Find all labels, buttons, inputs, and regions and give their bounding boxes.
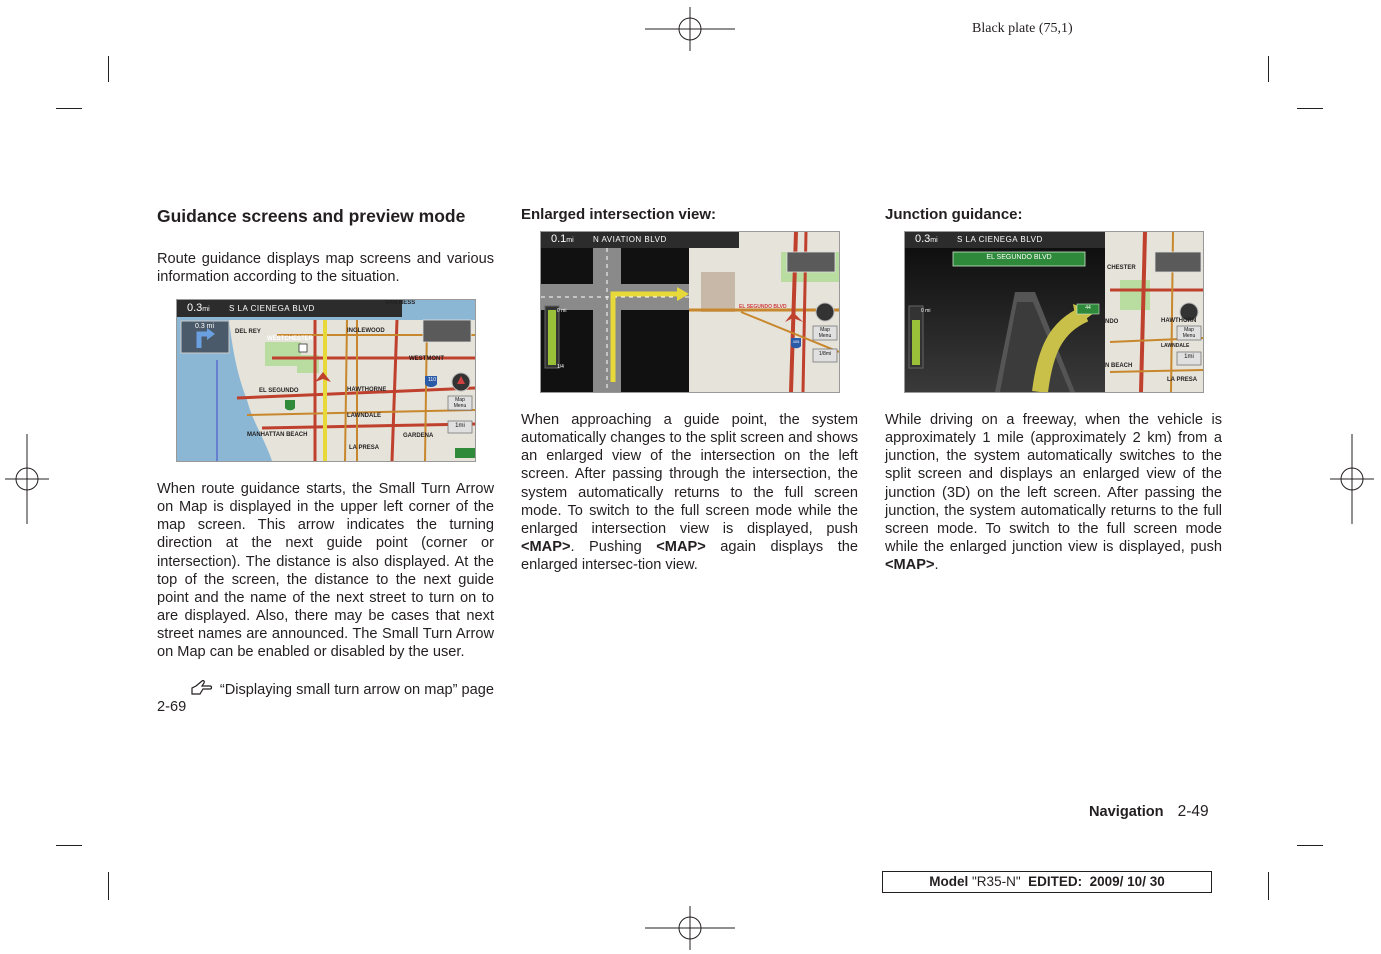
- body-paragraph: When approaching a guide point, the system automatically changes to the split screen and shows an enlarged view of the intersection on the left screen. After passing through the intersection, the system automatically returns to the full screen mode. To switch to the full screen mode while the enlarged intersection view is displayed, push <MAP>. Pushing <MAP> again displays the enlarged intersec-tion view.: [521, 412, 858, 574]
- street-name: S LA CIENEGA BLVD: [229, 304, 315, 313]
- section-heading: Junction guidance:: [885, 206, 1023, 223]
- section-heading: Guidance screens and preview mode: [157, 206, 466, 226]
- place-label: WESTMONT: [409, 356, 444, 362]
- page-number: 2-49: [1177, 803, 1209, 820]
- registration-mark-left: [5, 434, 49, 524]
- distance-bar-bottom: 1/4: [557, 364, 564, 370]
- place-label: MANHATTAN BEACH: [247, 432, 308, 438]
- registration-mark-right: [1330, 434, 1374, 524]
- scale-button[interactable]: 1/8mi: [818, 351, 832, 357]
- street-name: S LA CIENEGA BLVD: [957, 235, 1043, 244]
- place-label: CHESTER: [1107, 265, 1136, 271]
- body-paragraph: When route guidance starts, the Small Turn Arrow on Map is displayed in the upper left corner of the map screen. This arrow indicates the turning direction at the next guide point (corner or intersection). The distance is also displayed. At the top of the screen, the distance to the next guide point and the name of the next street to turn on to are displayed. Also, there may be cases that next street names are announced. The Small Turn Arrow on Map can be enabled or disabled by the user.: [157, 481, 494, 661]
- freeway-shield: 405: [792, 339, 800, 344]
- distance-bar-top: 0 mi: [557, 308, 567, 314]
- place-label: LAWNDALE: [1161, 343, 1190, 349]
- distance-value: 0.3mi: [187, 302, 210, 314]
- distance-value: 0.1mi: [551, 233, 574, 245]
- street-name: N AVIATION BLVD: [593, 235, 667, 244]
- place-label: EL SEGUNDO BLVD: [739, 304, 787, 310]
- exit-number: 44: [1085, 305, 1091, 311]
- distance-value: 0.3mi: [915, 233, 938, 245]
- scale-button[interactable]: 1mi: [1184, 354, 1194, 360]
- map-screen-intersection: [540, 231, 840, 393]
- reference-line: “Displaying small turn arrow on map” page: [157, 680, 494, 699]
- place-label: VAN NESS: [385, 300, 416, 306]
- place-label: N BEACH: [1105, 363, 1133, 369]
- map-menu-button[interactable]: Map Menu: [818, 327, 832, 339]
- map-key-label: <MAP>: [521, 539, 571, 556]
- registration-mark-bottom: [645, 906, 735, 950]
- intersection-illustration: [541, 232, 839, 392]
- map-screen-junction: [904, 231, 1204, 393]
- registration-mark-top: [645, 7, 735, 51]
- map-key-label: <MAP>: [656, 539, 706, 556]
- page-footer: [1089, 803, 1209, 821]
- map-menu-button[interactable]: Map Menu: [453, 397, 467, 409]
- map-menu-button[interactable]: Map Menu: [1182, 327, 1196, 339]
- plate-label: Black plate (75,1): [972, 21, 1073, 36]
- place-label: LA PRESA: [349, 445, 380, 451]
- reference-page-icon: [190, 680, 214, 696]
- place-label: DEL REY: [235, 329, 261, 335]
- place-label: HAWTHORN: [1161, 318, 1197, 324]
- junction-sign: EL SEGUNDO BLVD: [986, 254, 1052, 261]
- place-label: NDO: [1105, 319, 1119, 325]
- arrow-distance: 0.3 mi: [195, 323, 215, 330]
- place-label: LAWNDALE: [347, 413, 381, 419]
- place-label: EL SEGUNDO: [259, 388, 299, 394]
- freeway-shield: 110: [428, 377, 436, 383]
- intro-paragraph: Route guidance displays map screens and various information according to the situation.: [157, 251, 494, 286]
- distance-bar-top: 0 mi: [921, 308, 931, 314]
- place-label: HAWTHORNE: [347, 387, 387, 393]
- place-label: GARDENA: [403, 433, 434, 439]
- map-screen-guidance: [176, 299, 476, 462]
- scale-button[interactable]: 1mi: [455, 423, 465, 429]
- place-label: LA PRESA: [1167, 377, 1198, 383]
- reference-page-number: 2-69: [157, 699, 187, 715]
- section-heading: Enlarged intersection view:: [521, 206, 717, 223]
- body-paragraph: While driving on a freeway, when the vehicle is approximately 1 mile (approximately 2 km) from a junction, the system automatically switches to the split screen and displays an enlarged view of the junction (3D) on the left screen. After passing the junction, the system automatically returns to the full screen mode. To switch to the full screen mode while the enlarged junction view is displayed, push <MAP>.: [885, 412, 1222, 574]
- place-label: WESTCHESTER: [267, 336, 314, 342]
- section-name: Navigation: [1089, 804, 1164, 820]
- map-key-label: <MAP>: [885, 557, 935, 574]
- place-label: INGLEWOOD: [347, 328, 385, 334]
- model-edited-box: Model "R35-N" EDITED: 2009/ 10/ 30: [882, 871, 1212, 893]
